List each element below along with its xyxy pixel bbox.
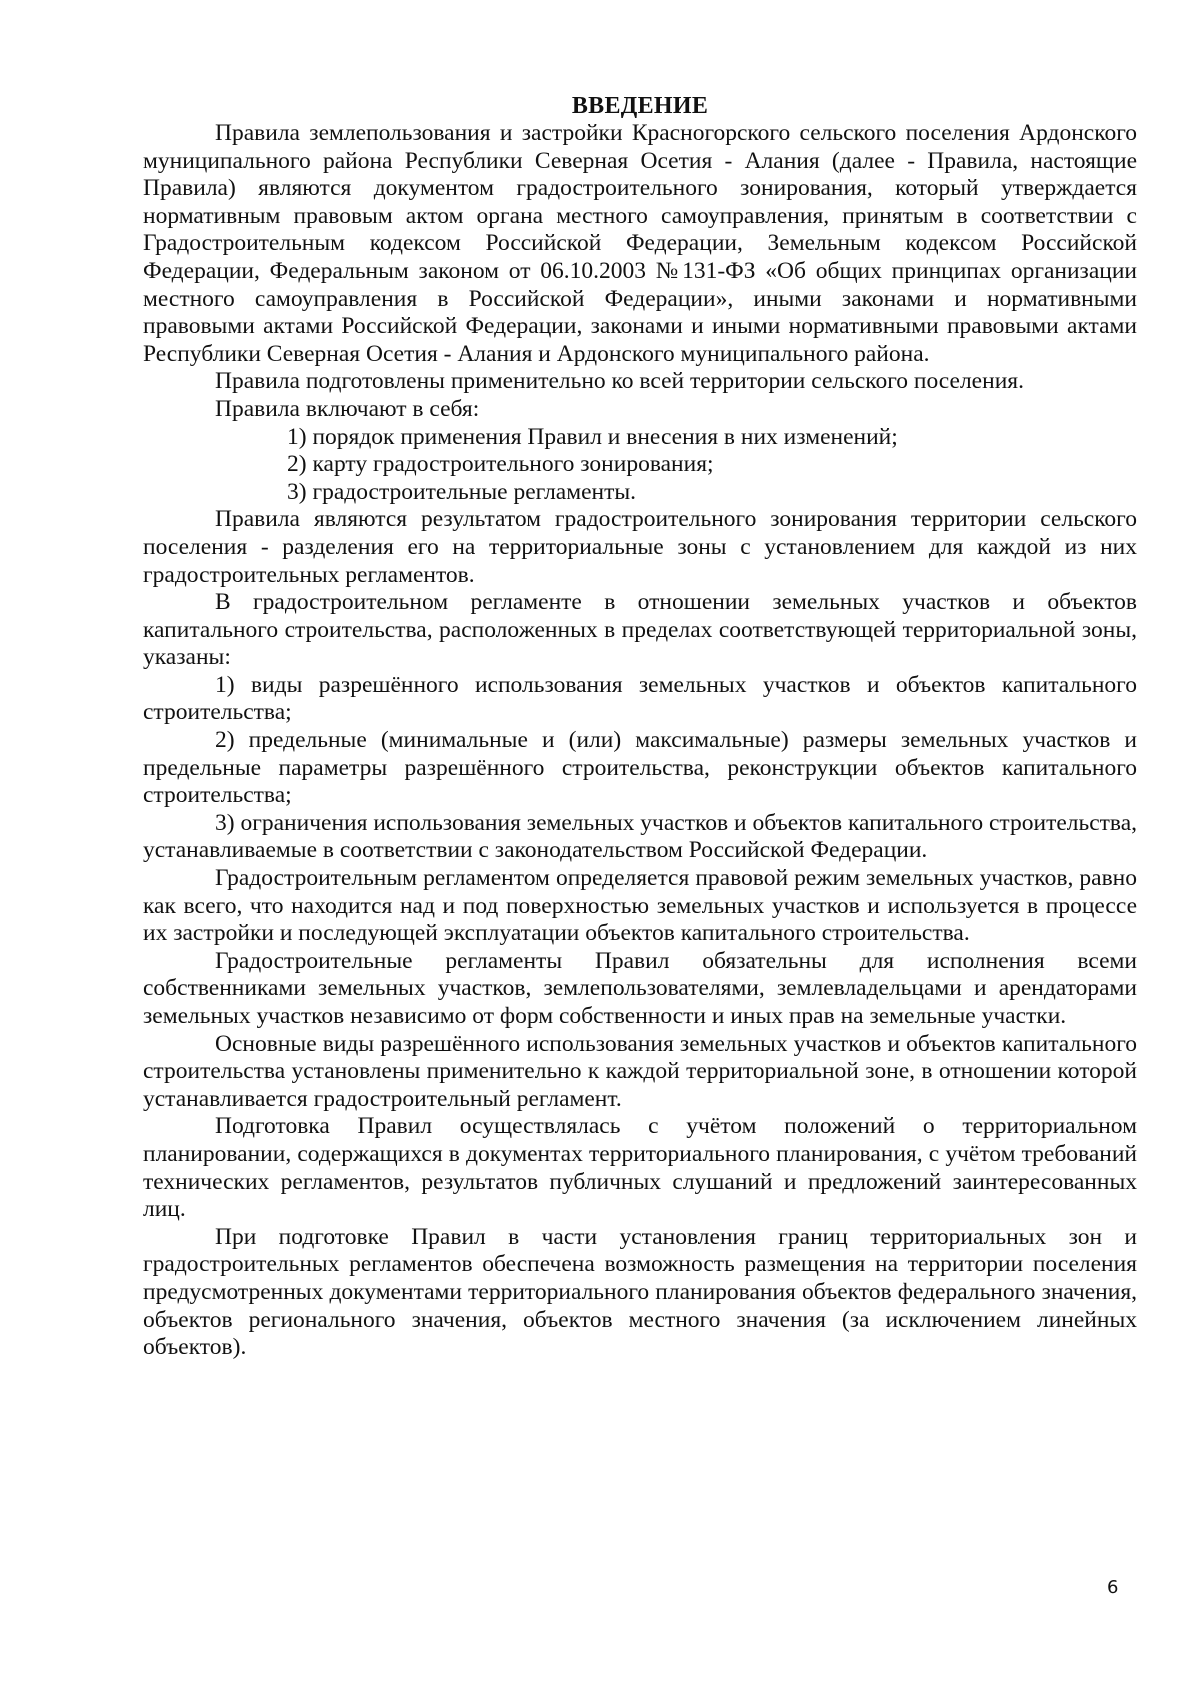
list-item-permitted-uses: 1) виды разрешённого использования земельных участков и объектов капитального строительства; bbox=[143, 671, 1137, 726]
list-item-limit-sizes: 2) предельные (минимальные и (или) максимальные) размеры земельных участков и предельные параметры разрешённого строительства, реконструкции объектов капитального строительства; bbox=[143, 727, 1137, 809]
paragraph-preparation: Подготовка Правил осуществлялась с учётом положений о территориальном планировании, содержащихся в документах территориального планирования, с учётом требований технических регламентов, результатов публичных слушаний и предложений заинтересованных лиц. bbox=[143, 1113, 1137, 1223]
list-item-regulations: 3) градостроительные регламенты. bbox=[287, 478, 637, 505]
list-item-zoning-map: 2) карту градостроительного зонирования; bbox=[287, 451, 714, 478]
paragraph-boundaries: При подготовке Правил в части установления границ территориальных зон и градостроительных регламентов обеспечена возможность размещения на территории поселения предусмотренных документами территориального планирования объектов федерального значения, объектов регионального значения, объектов местного значения (за исключением линейных объектов). bbox=[143, 1223, 1137, 1361]
paragraph-main-uses: Основные виды разрешённого использования земельных участков и объектов капитального строительства установлены применительно к каждой территориальной зоне, в отношении которой устанавливается градостроительный регламент. bbox=[143, 1030, 1137, 1112]
list-item-restrictions: 3) ограничения использования земельных участков и объектов капитального строительства, устанавливаемые в соответствии с законодательством Российской Федерации. bbox=[143, 809, 1137, 864]
paragraph-obligation: Градостроительные регламенты Правил обязательны для исполнения всеми собственниками земельных участков, землепользователями, землевладельцами и арендаторами земельных участков независимо от форм собственности и иных прав на земельные участки. bbox=[143, 947, 1137, 1029]
section-title: ВВЕДЕНИЕ bbox=[571, 93, 709, 119]
paragraph-result: Правила являются результатом градостроительного зонирования территории сельского поселения - разделения его на территориальные зоны с установлением для каждой из них градостроительных регламентов. bbox=[143, 506, 1137, 588]
page-content bbox=[143, 92, 1137, 1362]
page-number: 6 bbox=[1107, 1577, 1119, 1598]
paragraph-regulation-contents: В градостроительном регламенте в отношении земельных участков и объектов капитального строительства, расположенных в пределах соответствующей территориальной зоны, указаны: bbox=[143, 589, 1137, 671]
paragraph-intro: Правила землепользования и застройки Красногорского сельского поселения Ардонского муниципального района Республики Северная Осетия - Алания (далее - Правила, настоящие Правила) являются документом градостроительного зонирования, который утверждается нормативным правовым актом органа местного самоуправления, принятым в соответствии с Градостроительным кодексом Российской Федерации, Земельным кодексом Российской Федерации, Федеральным законом от 06.10.2003 №131-ФЗ «Об общих принципах организации местного самоуправления в Российской Федерации», иными законами и нормативными правовыми актами Российской Федерации, законами и иными нормативными правовыми актами Республики Северная Осетия - Алания и Ардонского муниципального района. bbox=[143, 120, 1137, 367]
list-item-procedure: 1) порядок применения Правил и внесения в них изменений; bbox=[287, 423, 898, 450]
paragraph-legal-regime: Градостроительным регламентом определяется правовой режим земельных участков, равно как всего, что находится над и под поверхностью земельных участков и используется в процессе их застройки и последующей эксплуатации объектов капитального строительства. bbox=[143, 865, 1137, 947]
paragraph-includes: Правила включают в себя: bbox=[215, 395, 480, 422]
paragraph-scope: Правила подготовлены применительно ко всей территории сельского поселения. bbox=[215, 368, 1024, 395]
